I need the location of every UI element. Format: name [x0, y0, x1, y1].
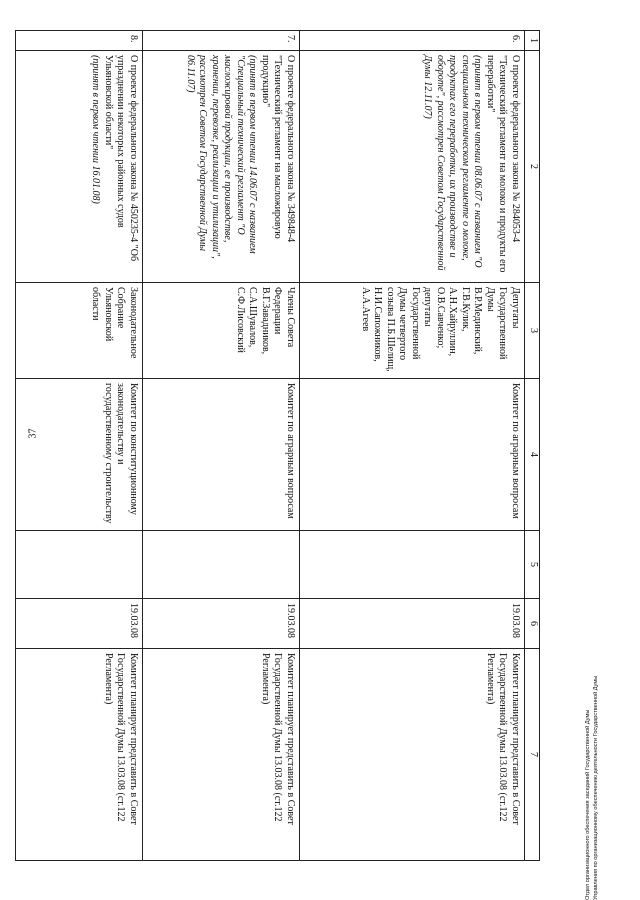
- bill-description: [16, 51, 143, 283]
- responsible-committee: Комитет по аграрным вопросам: [300, 379, 525, 531]
- bill-title: О проекте федерального закона № 284053-4 "Технический регламент на молоко и продукты его переработки": [485, 55, 521, 273]
- bill-title: О проекте федерального закона № 349848-4 "Технический регламент на масложировую продукцию": [260, 55, 296, 243]
- table-row: [16, 31, 143, 861]
- bill-title: О проекте федерального закона № 450235-4 "Об упразднении некоторых районных судов Ульяновской области": [103, 55, 139, 262]
- bill-authors: Депутаты Государственной Думы В.Р.Мединский, Г.В.Кулик, А.Н.Хайруллин, О.В.Савченко; депутаты Государственной Думы четвертого созыва П.Б.Шелищ, Н.И.Сапожников, А.А.Агеев: [300, 283, 525, 379]
- column-header-1: 1: [525, 31, 540, 51]
- rotated-table-sheet: [40, 30, 540, 860]
- column-header-7: 7: [525, 649, 540, 861]
- bill-authors: Законодательное Собрание Ульяновской области: [16, 283, 143, 379]
- column-header-3: 3: [525, 283, 540, 379]
- empty-cell: [143, 531, 300, 599]
- footer-line-1: Отдел организационного обеспечения заседаний Государственной Думы: [585, 709, 591, 900]
- planned-date: 19.03.08: [16, 599, 143, 649]
- column-header-5: 5: [525, 531, 540, 599]
- table-header: [525, 31, 540, 861]
- planned-date: 19.03.08: [143, 599, 300, 649]
- committee-remark: Комитет планирует представить в Совет Государственной Думы 13.03.08 (ст.122 Регламента): [300, 649, 525, 861]
- planned-date: 19.03.08: [300, 599, 525, 649]
- bill-description: [143, 51, 300, 283]
- bill-status-note: (принят в первом чтении 08.06.07 с названием "О специальном техническом регламенте о молоке, продуктах его переработки, их производстве и обороте", рассмотрен Советом Государственной Думы 12.11.07): [422, 55, 484, 271]
- agenda-table: [15, 30, 540, 861]
- table-row: [143, 31, 300, 861]
- column-header-6: 6: [525, 599, 540, 649]
- row-number: 6.: [300, 31, 525, 51]
- row-number: 8.: [16, 31, 143, 51]
- bill-status-note: (принят в первом чтении 14.06.07 с названием "Специальный технический регламент "О масложировой продукции, ее производстве, хранении, перевозке, реализации и утилизации", рассмотрен Советом Государственной Думы 06.11.07): [185, 55, 259, 259]
- committee-remark: Комитет планирует представить в Совет Государственной Думы 13.03.08 (ст.122 Регламента): [143, 649, 300, 861]
- footer-notes: [585, 585, 601, 900]
- column-header-4: 4: [525, 379, 540, 531]
- table-row: [300, 31, 525, 861]
- bill-authors: Члены Совета Федерации В.Г.Завадников, С.А.Шувалов, С.Ф.Лисовский: [143, 283, 300, 379]
- responsible-committee: Комитет по аграрным вопросам: [143, 379, 300, 531]
- committee-remark: Комитет планирует представить в Совет Государственной Думы 13.03.08 (ст.122 Регламента): [16, 649, 143, 861]
- row-number: 7.: [143, 31, 300, 51]
- empty-cell: [16, 531, 143, 599]
- footer-line-2: Управления по организационному обеспечению деятельности Государственной Думы: [592, 675, 599, 900]
- responsible-committee: Комитет по конституционному законодательству и государственному строительству: [16, 379, 143, 531]
- column-header-2: 2: [525, 51, 540, 283]
- page-number: 37: [27, 428, 39, 439]
- bill-status-note: (принят в первом чтении 16.01.08): [90, 55, 102, 204]
- bill-description: [300, 51, 525, 283]
- empty-cell: [300, 531, 525, 599]
